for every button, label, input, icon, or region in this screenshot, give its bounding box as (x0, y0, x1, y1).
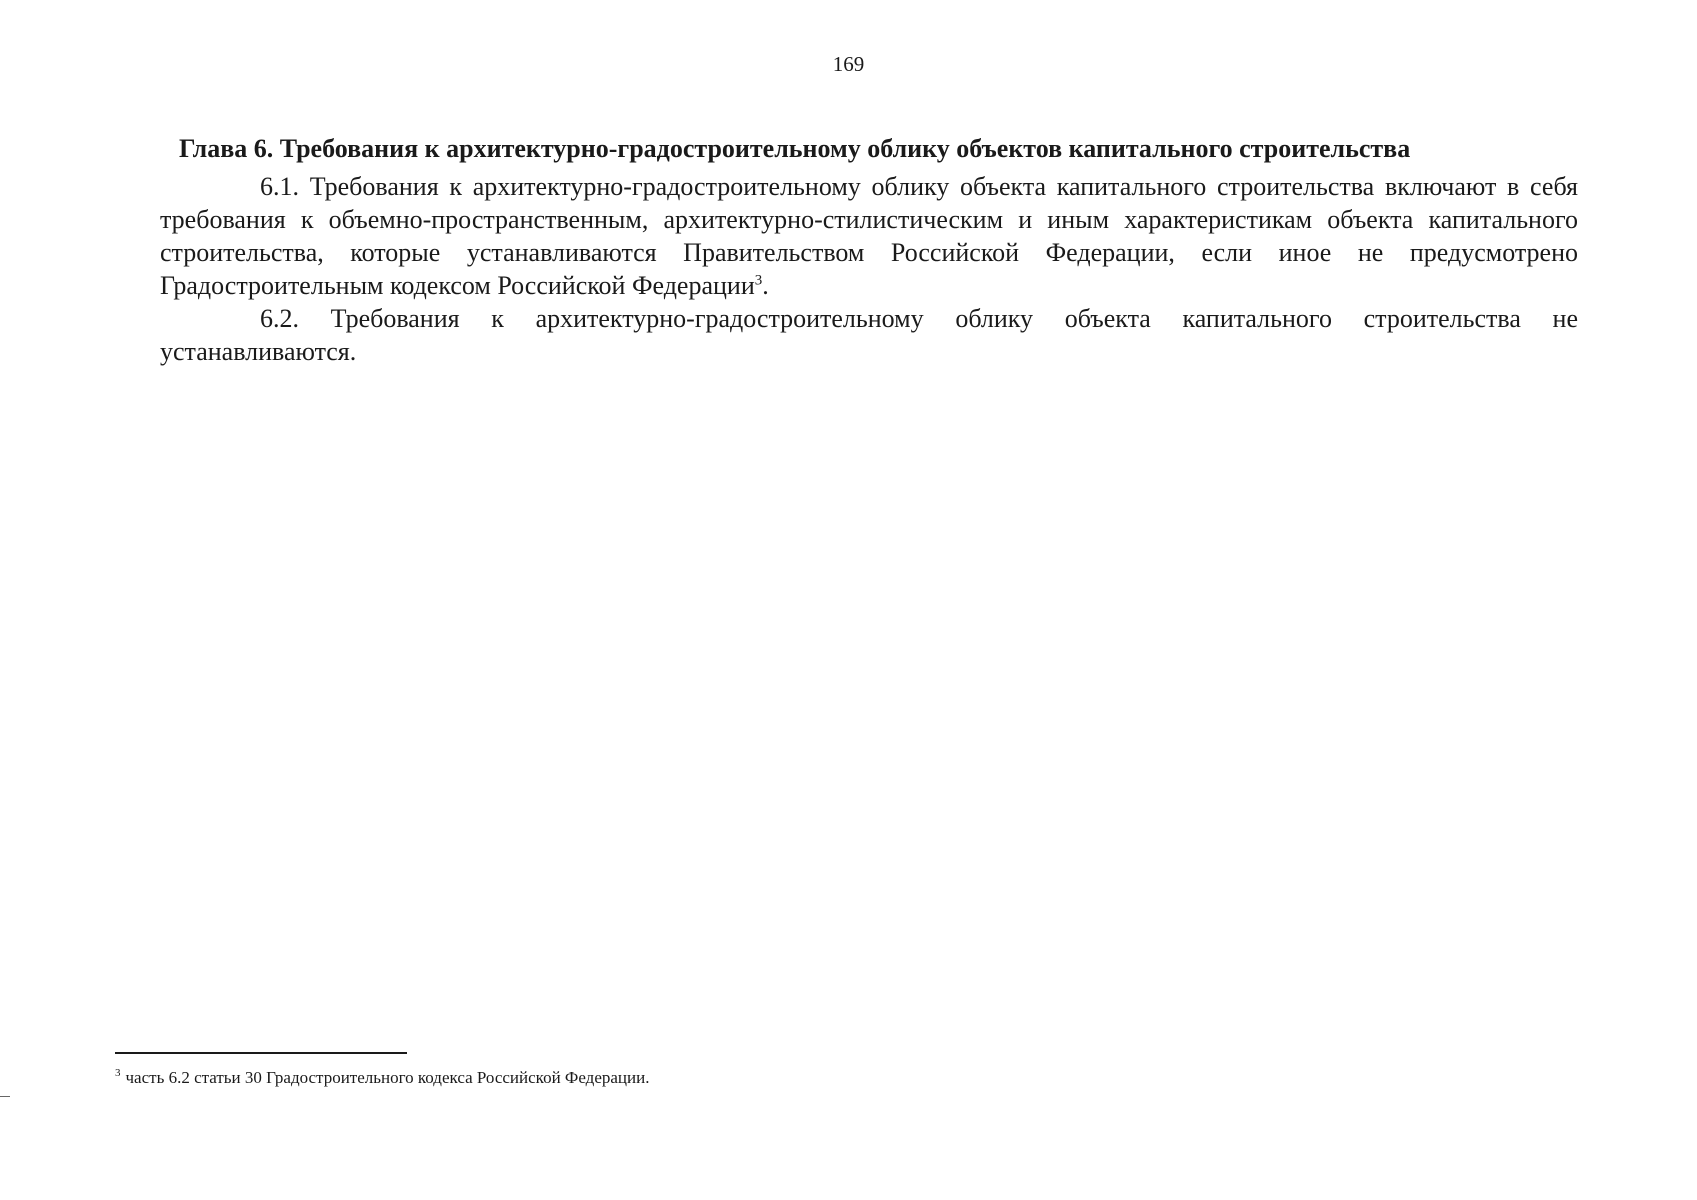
chapter-title: Глава 6. Требования к архитектурно-градостроительному облику объектов капитального строительства (179, 134, 1411, 163)
paragraph-6-1-text: 6.1. Требования к архитектурно-градостроительному облику объекта капитального строительства включают в себя требования к объемно-пространственным, архитектурно-стилистическим и иным характеристикам объекта капитального строительства, которые устанавливаются Правительством Российской Федерации, если иное не предусмотрено Градостроительным кодексом Российской Федерации (160, 172, 1578, 300)
page-number: 169 (832, 52, 865, 76)
paragraph-6-1 (160, 170, 1578, 302)
footnote-text: часть 6.2 статьи 30 Градостроительного кодекса Российской Федерации. (125, 1068, 650, 1087)
footnote-marker: 3 (115, 1067, 121, 1080)
paragraph-6-2: 6.2. Требования к архитектурно-градостроительному облику объекта капитального строительства не устанавливаются. (160, 304, 1578, 366)
paragraph-6-1-end: . (762, 271, 769, 300)
document-body (160, 132, 1578, 368)
scan-edge-mark (0, 1096, 10, 1097)
footnote (115, 1067, 649, 1089)
footnote-separator (115, 1052, 407, 1054)
footnote-reference[interactable]: 3 (754, 272, 763, 289)
